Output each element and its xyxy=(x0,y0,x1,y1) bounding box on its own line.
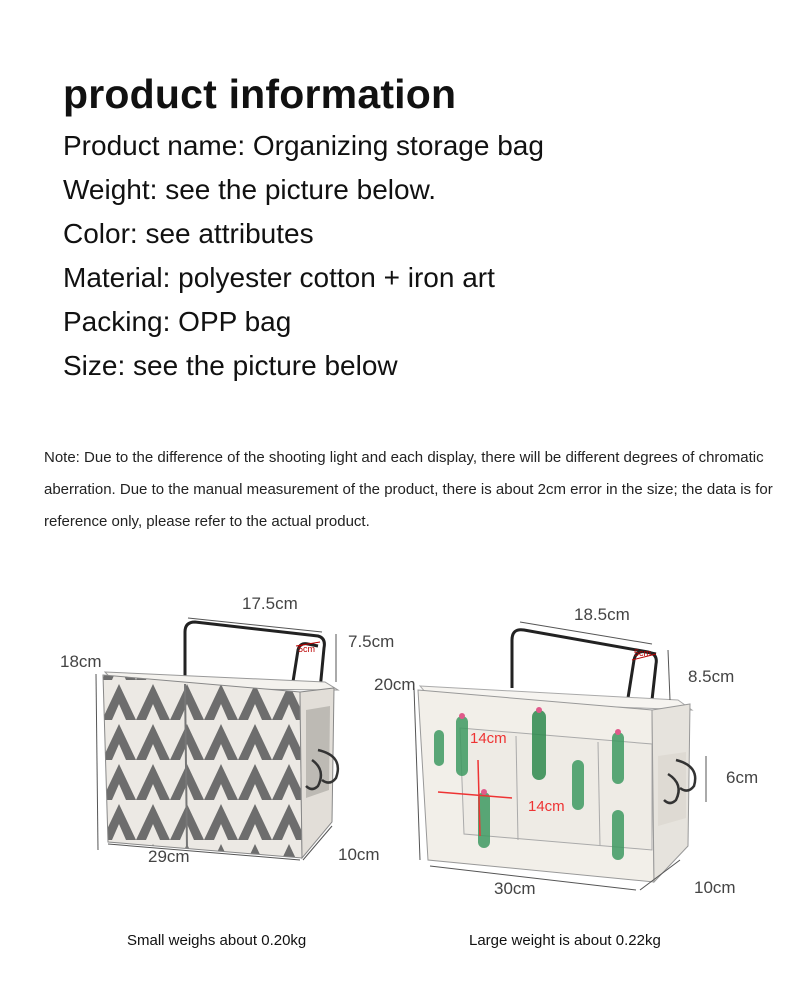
large-hook-width-label: 18.5cm xyxy=(574,605,630,624)
info-product-name: Product name: Organizing storage bag xyxy=(63,130,544,161)
small-depth-label: 10cm xyxy=(338,845,380,864)
info-color: Color: see attributes xyxy=(63,218,314,249)
large-hook-height-line xyxy=(668,650,670,700)
large-hook-gap-label: 5cm xyxy=(634,648,652,658)
large-bag xyxy=(418,630,695,882)
small-hook-gap-label: 5cm xyxy=(298,644,316,654)
product-illustration xyxy=(0,560,800,940)
large-height-label: 20cm xyxy=(374,675,416,694)
small-length-label: 29cm xyxy=(148,847,190,866)
info-material: Material: polyester cotton + iron art xyxy=(63,262,495,293)
large-pocket-width-label: 14cm xyxy=(470,730,507,747)
large-length-label: 30cm xyxy=(494,879,536,898)
large-hook-height-label: 8.5cm xyxy=(688,667,735,686)
small-hook-width-label: 17.5cm xyxy=(242,594,298,613)
small-height-label: 18cm xyxy=(60,652,102,671)
disclaimer-note: Note: Due to the difference of the shooting light and each display, there will be different degrees of chromatic aberration. Due to the manual measurement of the product, there is about 2cm error in the size; the data is for reference only, please refer to the actual product. xyxy=(44,449,773,530)
info-packing: Packing: OPP bag xyxy=(63,306,292,337)
large-bag-caption: Large weight is about 0.22kg xyxy=(469,932,661,949)
page-title: product information xyxy=(63,71,457,117)
large-pocket-height-label: 14cm xyxy=(528,798,565,815)
info-size: Size: see the picture below xyxy=(63,350,398,381)
small-hook-height-label: 7.5cm xyxy=(348,632,395,651)
info-weight: Weight: see the picture below. xyxy=(63,174,437,205)
small-height-line xyxy=(96,674,98,850)
small-bag xyxy=(103,622,338,858)
large-side-pocket-label: 6cm xyxy=(726,768,759,787)
small-bag-front xyxy=(103,675,302,858)
large-depth-label: 10cm xyxy=(694,878,736,897)
small-bag-caption: Small weighs about 0.20kg xyxy=(127,932,307,949)
